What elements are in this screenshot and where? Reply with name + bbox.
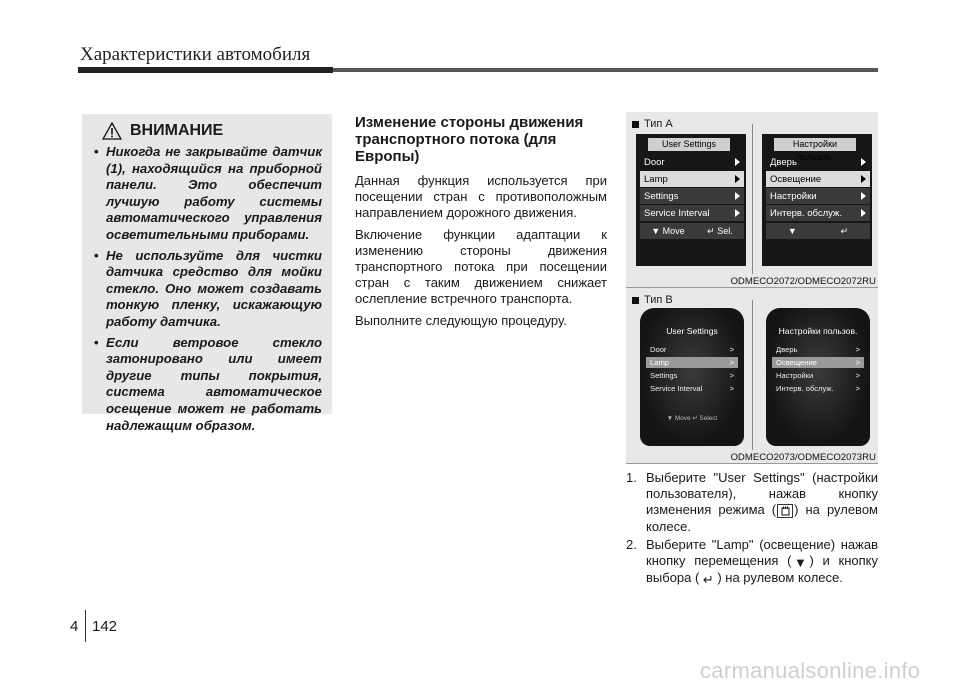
arrow-right-icon bbox=[861, 192, 866, 200]
display-header: User Settings bbox=[648, 138, 730, 151]
cluster-display-ru bbox=[762, 134, 872, 266]
enter-icon: ↵ bbox=[840, 225, 849, 236]
figure-type-a bbox=[626, 112, 878, 288]
paragraph: Выполните следующую процедуру. bbox=[355, 312, 567, 328]
page-number-divider bbox=[85, 610, 86, 642]
move-hint: ▼ Move bbox=[651, 226, 685, 236]
watermark: carmanualsonline.info bbox=[700, 658, 921, 683]
arrow-right-icon bbox=[861, 175, 866, 183]
display-footer bbox=[766, 223, 870, 239]
cluster-display-en bbox=[640, 308, 744, 446]
paragraph: Включение функции адаптации к изменению стороны движения транспортного потока при посещении стран с таким движением снижает ослепление встречного транспорта. bbox=[355, 226, 607, 307]
arrow-right-icon bbox=[861, 209, 866, 217]
warning-title: ВНИМАНИЕ bbox=[130, 122, 224, 139]
section-body bbox=[355, 114, 607, 334]
menu-row: Service Interval bbox=[640, 205, 744, 221]
warning-item: • Не используйте для чистки датчика средство для мойки стекло. Оно может создавать тонкую пленку, искажающую работу датчика. bbox=[92, 248, 322, 331]
step-item: 1. Выберите "User Settings" (настройки пользователя), нажав кнопку изменения режима ( ) на рулевом колесе. bbox=[626, 470, 878, 534]
figure-tag: Тип A bbox=[632, 118, 673, 130]
paragraph: Данная функция используется при посещении стран с противоположным направлением дорожного движения. bbox=[355, 173, 607, 221]
warning-item: • Если ветровое стекло затонировано или имеет другие типы покрытия, система автоматическое осещение может не работать надлежащим образом. bbox=[92, 335, 322, 435]
menu-row: Интерв. обслуж. > bbox=[776, 384, 860, 393]
enter-icon: ↵ bbox=[707, 225, 715, 236]
warning-list bbox=[92, 144, 322, 434]
header-rule-accent bbox=[78, 67, 333, 73]
warning-triangle-icon bbox=[102, 122, 122, 140]
menu-row: Settings > bbox=[650, 371, 734, 380]
figure-tag: Тип B bbox=[632, 294, 673, 306]
mode-button-icon bbox=[777, 504, 793, 518]
procedure-steps bbox=[626, 470, 878, 589]
warning-item: • Никогда не закрывайте датчик (1), находящийся на приборной панели. Это обеспечит лучшую работу системы автоматического управления осветительными приборами. bbox=[92, 144, 322, 244]
warning-box bbox=[82, 114, 332, 433]
menu-row: Door > bbox=[650, 345, 734, 354]
arrow-right-icon bbox=[735, 192, 740, 200]
display-header: User Settings bbox=[666, 326, 718, 336]
display-footer: ▼ Move ↵ Select bbox=[666, 415, 718, 422]
figure-rule bbox=[626, 463, 878, 464]
cluster-display-ru bbox=[766, 308, 870, 446]
arrow-right-icon bbox=[735, 209, 740, 217]
move-down-icon: ▼ bbox=[651, 226, 661, 236]
display-header: Настройки пользов. bbox=[778, 326, 858, 336]
move-down-icon: ▼ bbox=[787, 226, 797, 236]
menu-row-selected: Освещение bbox=[766, 171, 870, 187]
step-item: 2. Выберите "Lamp" (освещение) нажав кнопку перемещения ( ▼ ) и кнопку выбора ( ↵ ) на рулевом колесе. bbox=[626, 536, 878, 588]
menu-row: Настройки > bbox=[776, 371, 860, 380]
menu-row-selected: Lamp bbox=[640, 171, 744, 187]
menu-row: Service Interval > bbox=[650, 384, 734, 393]
display-header: Настройки пользов. bbox=[774, 138, 856, 151]
page-header: Характеристики автомобиля bbox=[80, 44, 311, 65]
chapter-number: 4 bbox=[70, 618, 79, 635]
arrow-right-icon bbox=[735, 158, 740, 166]
menu-row: Settings bbox=[640, 188, 744, 204]
menu-row-selected: Lamp > bbox=[646, 357, 738, 368]
display-footer bbox=[640, 223, 744, 239]
square-bullet-icon bbox=[632, 121, 639, 128]
page-number: 142 bbox=[92, 618, 118, 635]
menu-row-selected: Освещение > bbox=[772, 357, 864, 368]
figure-type-b bbox=[626, 288, 878, 464]
figure-caption: ODMECO2072/ODMECO2072RU bbox=[730, 276, 876, 287]
enter-icon: ↵ bbox=[702, 572, 714, 588]
menu-row: Настройки bbox=[766, 188, 870, 204]
square-bullet-icon bbox=[632, 297, 639, 304]
figure-divider bbox=[752, 300, 753, 450]
figure-divider bbox=[752, 124, 753, 274]
warning-heading bbox=[102, 122, 322, 140]
menu-row: Door bbox=[640, 154, 744, 170]
arrow-right-icon bbox=[861, 158, 866, 166]
arrow-right-icon bbox=[735, 175, 740, 183]
menu-row: Интерв. обслуж. bbox=[766, 205, 870, 221]
menu-row: Дверь > bbox=[776, 345, 860, 354]
menu-row: Дверь bbox=[766, 154, 870, 170]
move-down-icon: ▼ bbox=[794, 555, 807, 571]
figure-caption: ODMECO2073/ODMECO2073RU bbox=[730, 452, 876, 463]
section-title: Изменение стороны движения транспортного потока (для Европы) bbox=[355, 114, 584, 165]
cluster-display-en bbox=[636, 134, 746, 266]
select-hint: ↵ Sel. bbox=[707, 225, 733, 236]
